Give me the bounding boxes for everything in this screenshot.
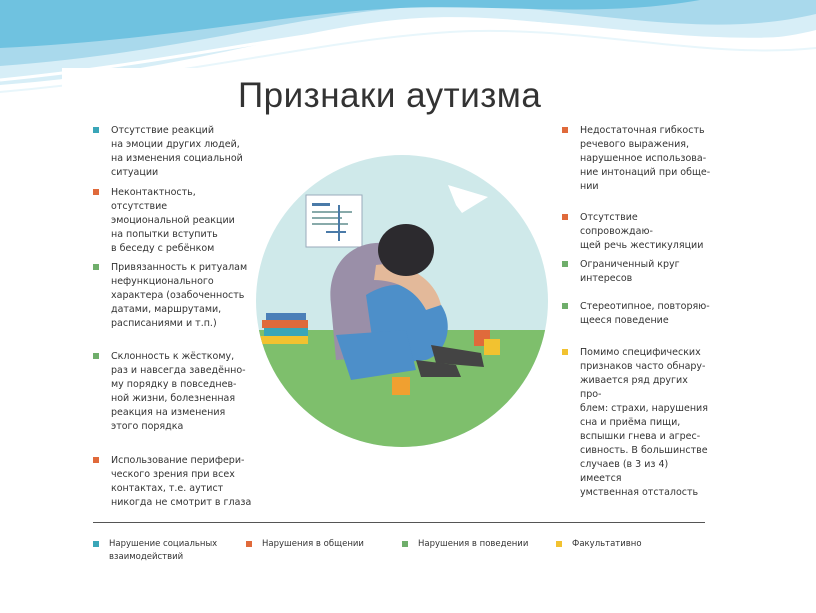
- right-sign-item: [562, 300, 712, 328]
- boy-illustration: [256, 155, 548, 447]
- legend-color-icon: [402, 541, 408, 547]
- category-marker-icon: [93, 264, 99, 270]
- right-sign-item: [562, 211, 712, 253]
- legend-item: [93, 538, 217, 564]
- sign-text: Отсутствие реакций на эмоции других людей, на изменения социальной ситуации: [111, 125, 243, 178]
- legend-label: Нарушения в общении: [262, 539, 364, 549]
- category-marker-icon: [562, 127, 568, 133]
- right-sign-item: [562, 258, 712, 286]
- category-marker-icon: [562, 261, 568, 267]
- left-sign-item: [93, 186, 253, 256]
- legend-color-icon: [246, 541, 252, 547]
- category-marker-icon: [93, 189, 99, 195]
- legend-label: Факультативно: [572, 539, 642, 549]
- sign-text: Недостаточная гибкость речевого выражения, нарушенное использова- ние интонаций при обще- нии: [580, 125, 711, 192]
- sign-text: Привязанность к ритуалам нефункционального характера (озабоченность датами, маршрутами, расписаниями и т.п.): [111, 262, 248, 329]
- sign-text: Склонность к жёсткому, раз и навсегда заведённо- му порядку в повседнев- ной жизни, болезненная реакция на изменения этого порядка: [111, 351, 246, 432]
- legend-item: [556, 538, 642, 551]
- sign-text: Стереотипное, повторяю- щееся поведение: [580, 301, 710, 326]
- left-sign-item: [93, 261, 253, 331]
- left-sign-item: [93, 454, 253, 510]
- sign-text: Использование перифери- ческого зрения при всех контактах, т.е. аутист никогда не смотрит в глаза: [111, 455, 252, 508]
- category-marker-icon: [93, 457, 99, 463]
- legend-label: Нарушения в поведении: [418, 539, 529, 549]
- sign-text: Помимо специфических признаков часто обнару- живается ряд других про- блем: страхи, нарушения сна и приёма пищи, вспышки гнева и агрес- сивность. В большинстве случаев (в 3 из 4) имеется умственная отсталость: [580, 347, 708, 498]
- legend-color-icon: [93, 541, 99, 547]
- right-sign-item: [562, 346, 712, 500]
- category-marker-icon: [562, 214, 568, 220]
- right-sign-item: [562, 124, 712, 194]
- legend-item: [402, 538, 528, 551]
- category-marker-icon: [93, 353, 99, 359]
- legend-item: [246, 538, 364, 551]
- category-marker-icon: [562, 349, 568, 355]
- legend-color-icon: [556, 541, 562, 547]
- left-sign-item: [93, 350, 253, 434]
- page-title: Признаки аутизма: [238, 76, 542, 115]
- legend-label: Нарушение социальных взаимодействий: [109, 539, 218, 562]
- legend-divider: [93, 522, 705, 523]
- category-marker-icon: [93, 127, 99, 133]
- sign-text: Неконтактность, отсутствие эмоциональной реакции на попытки вступить в беседу с ребёнком: [111, 187, 235, 254]
- left-sign-item: [93, 124, 253, 180]
- category-marker-icon: [562, 303, 568, 309]
- sign-text: Отсутствие сопровождаю- щей речь жестикуляции: [580, 212, 704, 251]
- sign-text: Ограниченный круг интересов: [580, 259, 680, 284]
